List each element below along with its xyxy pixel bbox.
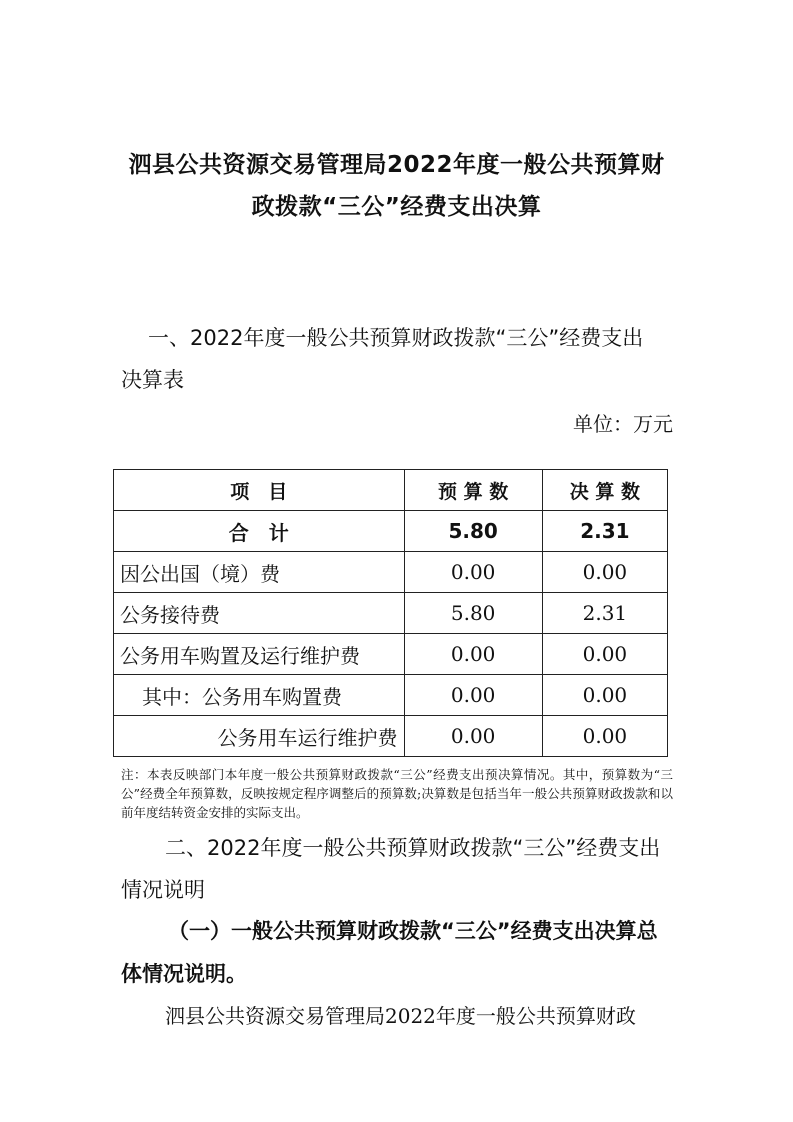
- unit-label: 单位：万元: [573, 412, 673, 436]
- table-row: [114, 675, 668, 716]
- header-budget: 预 算 数: [404, 470, 542, 511]
- table-row-total: [114, 511, 668, 552]
- row-label: 因公出国（境）费: [114, 552, 405, 593]
- row-budget: 0.00: [404, 634, 542, 675]
- section-2-heading-line-1: 二、2022年度一般公共预算财政拨款“三公”经费支出: [165, 836, 661, 860]
- row-actual: 0.00: [542, 552, 667, 593]
- document-title-line-2: 政拨款“三公”经费支出决算: [251, 194, 542, 220]
- table-header-row: [114, 470, 668, 511]
- section-2-heading-line-2: 情况说明: [121, 878, 205, 902]
- row-budget: 0.00: [404, 716, 542, 757]
- table-row: [114, 716, 668, 757]
- row-label: 其中：公务用车购置费: [114, 675, 405, 716]
- row-actual: 2.31: [542, 593, 667, 634]
- table-row: [114, 593, 668, 634]
- row-actual: 0.00: [542, 634, 667, 675]
- subsection-1-heading-line-1: （一）一般公共预算财政拨款“三公”经费支出决算总: [168, 919, 658, 943]
- table-note: 注：本表反映部门本年度一般公共预算财政拨款“三公”经费支出预决算情况。其中，预算数为“三公”经费全年预算数，反映按规定程序调整后的预算数;决算数是包括当年一般公共预算财政拨款和以前年度结转资金安排的实际支出。: [121, 767, 673, 820]
- row-label: 公务用车运行维护费: [114, 716, 405, 757]
- section-1-heading-line-1: 一、2022年度一般公共预算财政拨款“三公”经费支出: [148, 326, 644, 350]
- row-actual: 2.31: [542, 511, 667, 552]
- row-actual: 0.00: [542, 716, 667, 757]
- section-1-heading-line-2: 决算表: [121, 368, 184, 392]
- body-paragraph-line-1: 泗县公共资源交易管理局2022年度一般公共预算财政: [165, 1004, 636, 1028]
- table-row: [114, 634, 668, 675]
- three-public-expenses-table: [113, 469, 668, 757]
- row-label: 公务用车购置及运行维护费: [114, 634, 405, 675]
- row-label: 公务接待费: [114, 593, 405, 634]
- row-budget: 0.00: [404, 675, 542, 716]
- row-label: 合 计: [114, 511, 405, 552]
- row-actual: 0.00: [542, 675, 667, 716]
- row-budget: 5.80: [404, 593, 542, 634]
- document-title-line-1: 泗县公共资源交易管理局2022年度一般公共预算财: [128, 152, 665, 178]
- row-budget: 5.80: [404, 511, 542, 552]
- header-actual: 决 算 数: [542, 470, 667, 511]
- table-row: [114, 552, 668, 593]
- subsection-1-heading-line-2: 体情况说明。: [121, 962, 247, 986]
- header-item: 项 目: [114, 470, 405, 511]
- row-budget: 0.00: [404, 552, 542, 593]
